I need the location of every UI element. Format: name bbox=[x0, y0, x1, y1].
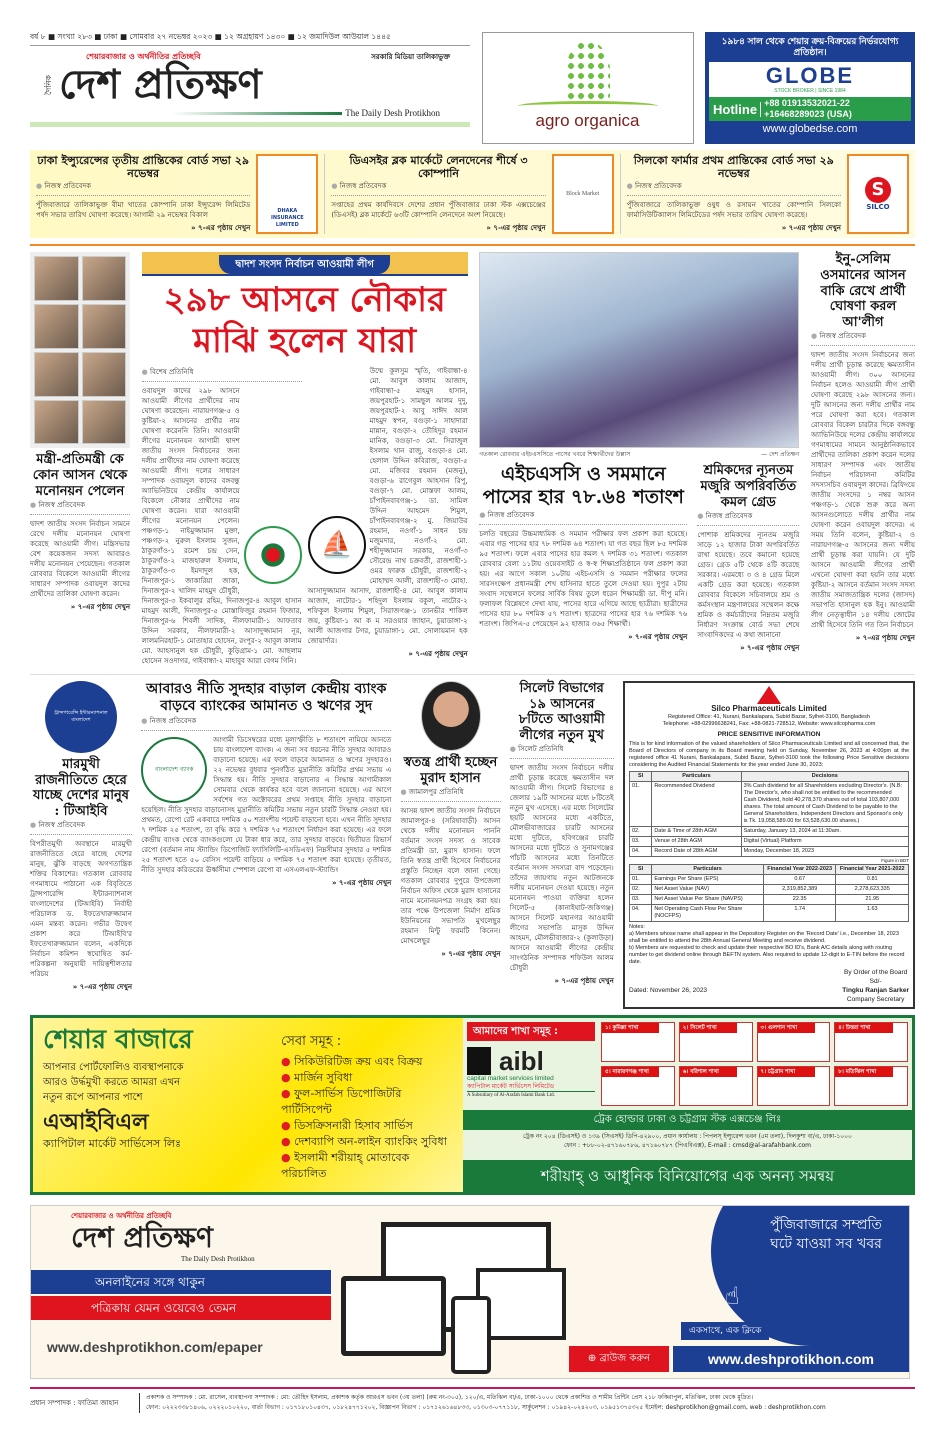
murad-hasan-photo bbox=[421, 681, 481, 751]
teaser-byline: ● নিজস্ব প্রতিবেদক bbox=[627, 180, 841, 196]
table-cell: 1.63 bbox=[836, 904, 909, 921]
news-row-2 bbox=[30, 674, 915, 1009]
note-a: a) Members whose name shall appear in the Depository Register on the 'Record Date' i.e., December 18, 2023 shall be entitled to attend the 28th Annual General Meeting and receive dividend. bbox=[629, 930, 899, 944]
table-cell: 02. bbox=[630, 884, 652, 894]
lead-body-col1: ওবায়দুল কাদের ২৯৮ আসনে আওয়ামী লীগের প্রার্থীদের নাম ঘোষণা করেছেন। নারায়ণগঞ্জ-৫ ও কুষ্টিয়া-২ আসনের প্রার্থীর নাম ঘোষণা করেননি তিনি। আওয়ামী লীগের মনোনয়ন আগামী দ্বাদশ জাতীয় সংসদ নির্বাচনের জন্য দলীয় প্রার্থীদের নাম ঘোষণা করেছে আওয়ামী লীগ। দলের সাধারণ সম্পাদক ওবায়দুল কাদের বঙ্গবন্ধু অ্যাভিনিউয়ে কেন্দ্রীয় কার্যালয়ে বিকেলে নৌকার প্রার্থীদের নাম ঘোষণা করেন। যারা আওয়ামী লীগের মনোনয়ন পেলেন। পঞ্চগড়-১ নাইমুজ্জামান মুক্তা, পঞ্চগড়-২ নুরুল ইসলাম সুজন, ঠাকুরগাঁও-১ রমেশ চন্দ্র সেন, ঠাকুরগাঁও-২ মাজহারুল ইসলাম, ঠাকুরগাঁও-৩ ইমদাদুল হক, দিনাজপুর-১ জাকারিয়া জাকা, দিনাজপুর-২ খালিদ মাহমুদ চৌধুরী, দিনাজপুর-৩ ইকবালুর রহিম, দিনাজপুর-৪ আবুল হাসান মাহমুদ আলী, দিনাজপুর-৫ মোস্তাফিজুর রহমান ফিজার, দিনাজপুর-৬ শিবলী সাদিক, নীলফামারী-১ আফতাব উদ্দিন সরকার, নীলফামারী-২ আসাদুজ্জামান নূর, লালমনিরহাট-১ মোতাহার হোসেন, রংপুর-২ আবুল কালাম মো. আহসানুল হক চৌধুরী, কুড়িগ্রাম-১ মো. আছলাম হোসেন সওদাগর, গাইবান্ধা-২ মাহাবুব আরা বেগম গিনি। bbox=[141, 386, 302, 665]
teaser-band bbox=[30, 150, 915, 238]
table-row bbox=[630, 781, 909, 826]
branch-card bbox=[601, 1066, 675, 1106]
one-click-label: একসাথে, এক ক্লিকে bbox=[681, 1322, 769, 1340]
table-cell: Monday, December 18, 2023 bbox=[741, 846, 908, 856]
phone-device-mockup bbox=[451, 1296, 491, 1374]
photo-caption: গতকাল রোববার এইচএসসিতে পাসের খবরে শিক্ষার্থীদের উল্লাস bbox=[479, 451, 631, 459]
epaper-english: The Daily Desh Protikhon bbox=[181, 1254, 255, 1263]
aibl-logo-block bbox=[467, 1022, 595, 1106]
masthead-row bbox=[30, 32, 915, 144]
ministers-story[interactable] bbox=[30, 452, 130, 613]
masthead-rule bbox=[30, 122, 470, 127]
byline: ● নিজস্ব প্রতিবেদক bbox=[479, 509, 687, 525]
continued-link[interactable]: » ৭-এর পৃষ্ঠায় দেখুন bbox=[627, 222, 841, 234]
table-cell: Date & Time of 28th AGM bbox=[652, 826, 741, 836]
chief-editor: প্রধান সম্পাদক : ফাতিমা জাহান bbox=[30, 1393, 140, 1413]
table-header: Sl bbox=[630, 771, 652, 781]
table-cell: 22.35 bbox=[763, 894, 836, 904]
silco-price-sensitive-notice bbox=[623, 681, 915, 1009]
byline: ● নিজস্ব প্রতিবেদক bbox=[811, 330, 915, 346]
newspaper-page bbox=[30, 0, 915, 1433]
teaser-body: সপ্তাহের প্রথম কার্যদিবসে দেশের প্রধান পুঁজিবাজার ঢাকা স্টক এক্সচেঞ্জের (ডিএসই) ব্লক মার্কেটে ৬৩টি কোম্পানি লেনদেনে অংশ নিয়েছে। bbox=[331, 201, 546, 220]
minister-photo bbox=[82, 304, 127, 349]
figure-note: Figure in BDT bbox=[881, 857, 909, 863]
teaser-1[interactable] bbox=[36, 154, 318, 234]
table-header: Decisions bbox=[741, 771, 908, 781]
footer-rule bbox=[30, 1387, 915, 1389]
services-title: সেবা সমূহ : bbox=[281, 1033, 342, 1049]
boat-symbol-icon: ⛵ bbox=[308, 516, 366, 574]
epaper-url[interactable]: www.deshprotikhon.com/epaper bbox=[47, 1338, 263, 1355]
tib-headline: মারমুখী রাজনীতিতে হেরে যাচ্ছে দেশের মানুষ : টিআইবি bbox=[33, 756, 129, 819]
block-market-logo: Block Market bbox=[552, 154, 614, 234]
phone-1: +88 01913532021-22 bbox=[764, 98, 850, 108]
notice-company: Silco Pharmaceuticals Limited bbox=[711, 703, 827, 713]
minister-photo bbox=[34, 400, 79, 445]
table-cell: 1.74 bbox=[763, 904, 836, 921]
table-row bbox=[630, 904, 909, 921]
notice-office: Registered Office: 41, Nurani, Bankalapara, Subid Bazar, Sylhet-3100, Bangladesh bbox=[668, 713, 870, 720]
lead-kicker: দ্বাদশ সংসদ নির্বাচন আওয়ামী লীগ bbox=[219, 255, 389, 274]
table-cell: Earnings Per Share (EPS) bbox=[652, 874, 764, 884]
hsc-headline: এইচএসসি ও সমমানে পাসের হার ৭৮.৬৪ শতাংশ bbox=[482, 463, 684, 509]
dateline: বর্ষ ৮ ■ সংখ্যা ২৮৩ ■ ঢাকা ■ সোমবার ২৭ নভেম্বর ২০২৩ ■ ১২ অগ্রহায়ণ ১৪৩০ ■ ১২ জমাদিউল আউয়াল ১৪৪৫ bbox=[30, 32, 470, 46]
continued-link[interactable]: » ৭-এর পৃষ্ঠায় দেখুন bbox=[36, 222, 250, 234]
hsc-celebration-photo bbox=[479, 252, 799, 448]
news-row-1 bbox=[30, 252, 915, 666]
story-body: দ্বাদশ জাতীয় সংসদ নির্বাচনের জন্য দলীয় প্রার্থী চূড়ান্ত করেছে ক্ষমতাসীন আওয়ামী লীগ। ৩০০ আসনের নির্বাচন হলেও আওয়ামী লীগ প্রার্থী ঘোষণা করেছে ২৯৮ আসনের জন্য। দুটি আসনের জন্য দলীয় প্রার্থীর নাম পরে ঘোষণা করা হবে। গতকাল রোববার বিকেল চারটার দিকে বঙ্গবন্ধু অ্যাভিনিউয়ে দলের কেন্দ্রীয় কার্যালয়ে গণমাধ্যমের সামনে আনুষ্ঠানিকভাবে প্রার্থীদের তালিকা প্রকাশ করেন দলের সাধারণ সম্পাদক এবং জাতীয় নির্বাচন পরিচালনা কমিটির সদস্যসচিব ওবায়দুল কাদের। ব্রিফিংয়ে জাতীয় সংসদের ১ নম্বর আসন পঞ্চগড়-১ থেকে শুরু করে অন্য আসনগুলোতে দলীয় প্রার্থীর নাম ঘোষণা করেন ওবায়দুল কাদের। এ সময় তিনি বলেন, কুষ্টিয়া-২ ও নারায়ণগঞ্জ-৫ আসনের জন্য দলীয় প্রার্থী চূড়ান্ত করা যায়নি। যে দুটি আসনে আওয়ামী লীগের প্রার্থী এখনো ঘোষণা করা হয়নি তার মধ্যে কুষ্টিয়া-২ আসনে বর্তমান সংসদ সদস্য জাতীয় সমাজতান্ত্রিক দলের (জাসদ) সভাপতি হাসানুল হক ইনু। আওয়ামী লীগ নেতৃত্বাধীন ১৪ দলীয় জোটের প্রার্থী হিসেবে তিনি গত তিন নির্বাচনে bbox=[810, 351, 915, 630]
table-cell: 2,319,852,389 bbox=[763, 884, 836, 894]
continued-link[interactable]: » ৭-এর পৃষ্ঠায় দেখুন bbox=[697, 642, 799, 654]
bangladesh-bank-logo: বাংলাদেশ ব্যাংক bbox=[141, 737, 207, 803]
table-row bbox=[630, 836, 909, 846]
table-cell: Saturday, January 13, 2024 at 11:30am. bbox=[741, 826, 908, 836]
byline: ● নিজস্ব প্রতিবেদক bbox=[30, 499, 130, 515]
globe-sub: STOCK BROKER | SINCE 1984 bbox=[774, 88, 846, 94]
aibl-brand: এআইবিএল bbox=[43, 1109, 149, 1135]
continued-link[interactable]: » ৭-এর পৃষ্ঠায় দেখুন bbox=[141, 877, 391, 889]
table-header: Sl bbox=[630, 864, 652, 874]
bank-story[interactable] bbox=[141, 681, 391, 889]
tib-story[interactable] bbox=[30, 681, 132, 993]
continued-link[interactable]: » ৭-এর পৃষ্ঠায় দেখুন bbox=[30, 981, 132, 993]
teaser-title: ডিএসইর ব্লক মার্কেটে লেনদেনের শীর্ষে ৩ কোম্পানি bbox=[349, 154, 528, 181]
table-cell: 02. bbox=[630, 826, 652, 836]
branch-grid bbox=[601, 1022, 908, 1106]
table-cell: 3% Cash dividend for all Shareholders excluding Director's. (N.B: The Director's, who shall not be entitled to the recommended Cash Dividend, hold 40,278,370 shares out of total 103,807,000 shares. The total amount of Cash Dividend to be payable to the General Shareholders, Independent Directors and Sponsor's only is Tk. 19,058,589.00 for 63,528,630.00 shares.) bbox=[741, 781, 908, 826]
hsc-story[interactable] bbox=[479, 463, 687, 643]
epaper-line2: পত্রিকায় যেমন ওয়েবেও তেমন bbox=[31, 1296, 331, 1320]
wages-story[interactable] bbox=[697, 463, 799, 654]
branch-name: ১। কুমিল্লা শাখা bbox=[602, 1023, 659, 1033]
branches-title: আমাদের শাখা সমূহ : bbox=[467, 1022, 595, 1041]
order-line: By Order of the Board bbox=[844, 968, 908, 976]
byline: ● নিজস্ব প্রতিবেদক bbox=[141, 715, 391, 731]
aibl-pitch: আপনার পোর্টফোলিও ব্যবস্থাপনাকে আরও উর্দ্ধমুখী করতে আমরা এখন নতুন রূপে আপনার পাশে bbox=[43, 1061, 184, 1103]
epaper-right-headline: পুঁজিবাজারে সম্প্রতি ঘটে যাওয়া সব খবর bbox=[770, 1216, 882, 1252]
lead-body-col2: উম্মে কুলসুম স্মৃতি, গাইবান্ধা-৪ মো. আবুল কালাম আজাদ, গাইবান্ধা-৫ মাহমুদ হাসান, জয়পুরহাট-১ সামছুল আলম দুদু, জয়পুরহাট-২ আবু সাঈদ আল মাহমুদ স্বপন, বগুড়া-১ সাহাদারা মান্নান, বগুড়া-২ তৌহিদুর রহমান মানিক, বগুড়া-৩ মো. সিরাজুল ইসলাম খান রাজু, বগুড়া-৪ মো. হেলাল উদ্দিন কবিরাজ, বগুড়া-৫ মো. মজিবর রহমান (মজনু), বগুড়া-৬ রাগেবুল আহসান রিপু, বগুড়া-৭ মো. মোস্তফা আলম, চাঁপাইনবাবগঞ্জ-১ ডা. সামিল উদ্দিন আহমেদ শিমুল, চাঁপাইনবাবগঞ্জ-২ মু. জিয়াউর রহমান, নওগাঁ-১ সাধন চন্দ্র মজুমদার, নওগাঁ-২ মো. শহীদুজ্জামান সরকার, নওগাঁ-৩ সৌরেন্দ্র নাথ চক্রবর্তী, রাজশাহী-১ ওমর ফারুক চৌধুরী, রাজশাহী-২ মোহাম্মদ আলী, রাজশাহী-৩ মোহা. আসাদুজ্জামান আসাদ, রাজশাহী-৪ মো. আবুল কালাম আজাদ, নাটোর-১ শহিদুল ইসলাম বকুল, নাটোর-২ শফিকুল ইসলাম শিমুল, সিরাজগঞ্জ-১ তানভীর শাকিল জয়, কুষ্টিয়া-১ আ ক ম সরওয়ার জাহান, চুয়াডাঙ্গা-২ আলী আজগার টগর, চুয়াডাঙ্গা-১ মো. সোলায়মান হক জোয়ার্দার। bbox=[307, 366, 468, 645]
teaser-body: পুঁজিবাজারে তালিকাভুক্ত ওষুধ ও রসায়ন খাতের কোম্পানি সিলকো ফার্মাসিউটিক্যালস লিমিটেডের পর্ষদ সভার তারিখ ঘোষণা করেছে। bbox=[626, 201, 841, 220]
continued-link[interactable]: » ৭-এর পৃষ্ঠায় দেখুন bbox=[510, 975, 614, 987]
table-header: Particulars bbox=[652, 771, 741, 781]
center-column bbox=[479, 252, 799, 654]
lead-kicker-bar bbox=[142, 252, 468, 276]
table-cell: 0.67 bbox=[763, 874, 836, 884]
branch-name: ৩। গুলশান শাখা bbox=[758, 1023, 815, 1033]
table-cell: Digital (Virtual) Platform bbox=[741, 836, 908, 846]
minister-photo-grid bbox=[30, 252, 130, 448]
story-body: আগামী ডিসেম্বরের মধ্যে মূল্যস্ফীতি ৮ শতাংশে নামিয়ে আনতে চায় বাংলাদেশ ব্যাংক। এ জন্য সব ধরনের নীতি সুদহার আবারও বাড়ানো হয়েছে। এর ফলে বাড়বে আমানত ও ঋণের সুদহারও। ২২ নভেম্বর বুধবার পুনর্গঠিত মুদ্রানীতি কমিটির প্রথম সভায় এ সিদ্ধান্ত হয়। নীতি সুদহার বাড়ানোর এ সিদ্ধান্ত আগামীকাল সোমবার থেকে কার্যকর হবে বলে জানানো হয়েছে। এর আগে সর্বশেষ গত অক্টোবরের প্রথম সপ্তাহে নীতি সুদহার বাড়ানো হয়েছিল। নীতি সুদহার বাড়ানোসহ মুদ্রানীতি কমিটির সভায় নতুন চারটি সিদ্ধান্ত নেওয়া হয়। প্রথমত, রেপো রেট একবারে দশমিক ৫০ শতাংশীয় পয়েন্ট বাড়ানো হবে। এখন নীতি সুদহার ৭ দশমিক ২৫ শতাংশ, তা বৃদ্ধি করে ৭ দশমিক ৭৫ শতাংশে নির্ধারণ করা হয়েছে। এর ফলে কেন্দ্রীয় ব্যাংক থেকে ব্যাংকগুলো যে টাকা ধার করে, তার সুদহার বাড়বে। দ্বিতীয়ত রিভার্স রেপো (বর্তমান নাম স্ট্যান্ডিং ডিপোজিট ফ্যাসিলিটি-এসডিএফ) নিম্নসীমার সুদহার ৫ দশমিক ২৫ শতাংশ হতে ৫০ বেসিস পয়েন্ট বাড়িয়ে ৫ দশমিক ৭৫ শতাংশ করা হয়েছে। তৃতীয়ত, নীতি সুদহার করিডরের ঊর্ধ্বসীমা স্পেশাল রেপো বা এসএলএফ-স্ট্যান্ডিং bbox=[141, 735, 392, 874]
teaser-body: পুঁজিবাজারে তালিকাভুক্ত বীমা খাতের কোম্পানি ঢাকা ইন্স্যুরেন্স লিমিটেড পর্ষদ সভার তারিখ ঘোষণা করেছে। আগামী ২৯ নভেম্বর বিকাল bbox=[36, 201, 251, 220]
story-body: দ্বাদশ জাতীয় সংসদ নির্বাচন সামনে রেখে দলীয় মনোনয়ন ঘোষণা করেছে আওয়ামী লীগ। মন্ত্রিসভার বেশ কয়েকজন সদস্য আবারও দলীয় মনোনয়ন পেয়েছেন। গতকাল রোববার বিকেলে আওয়ামী লীগের সাধারণ সম্পাদক ওবায়দুল কাদের প্রার্থীদের তালিকা ঘোষণা করেন। bbox=[30, 520, 130, 599]
minister-photo bbox=[34, 352, 79, 397]
bank-headline-2: বাড়বে ব্যাংকের আমানত ও ঋণের সুদ bbox=[160, 697, 373, 714]
table-row bbox=[630, 826, 909, 836]
branch-card bbox=[834, 1022, 908, 1062]
table-header: Financial Year 2021-2022 bbox=[836, 864, 909, 874]
branch-name: ৫। নারায়ণগঞ্জ শাখা bbox=[602, 1067, 659, 1077]
story-body: পোশাক শ্রমিকদের ন্যূনতম মজুরি সাড়ে ১২ হাজার টাকা অপরিবর্তিত রাখা হয়েছে। তবে কমানো হয়েছে গ্রেড। গ্রেড ৫টি থেকে ৪টি করেছে সরকার। এরমধ্যে ৩ ও ৪ গ্রেড মিলে একটি গ্রেড করা হয়েছে। গতকাল রোববার বিকেলে সচিবালয়ে শ্রম ও কর্মসংস্থান মন্ত্রণালয়ের সম্মেলন কক্ষে শ্রমিক ও কর্মচারীদের নিম্নতম মজুরি নির্ধারণ সংক্রান্ত বোর্ড সভা শেষে সাংবাদিকদের এ কথা জানানো bbox=[697, 531, 800, 640]
green-rule bbox=[172, 112, 342, 115]
continued-link[interactable]: » ৭-এর পৃষ্ঠায় দেখুন bbox=[401, 948, 501, 960]
footer bbox=[30, 1393, 915, 1433]
globe-ad[interactable] bbox=[705, 32, 915, 144]
photo-credit: — দেশ প্রতিক্ষণ bbox=[761, 451, 800, 459]
teaser-title: সিলকো ফার্মার প্রথম প্রান্তিকের বোর্ড সভা ২৯ নভেম্বর bbox=[633, 154, 834, 181]
imprint: প্রকাশক ও সম্পাদক : মো. রাসেল, ব্যবস্থাপনা সম্পাদক : মো: তৌহিদ ইসলাম, প্রকাশক কর্তৃক আরএস ভবন (৩য় তলা) (রুম নং-৩০৫), ১২০/এ, মতিঝিল বা/এ, ঢাকা-১০০০ থেকে প্রকাশিত ও শামীম প্রিন্টিং প্রেস ২১৮ ফকিরাপুল, মতিঝিল, ঢাকা থেকে মুদ্রিত। bbox=[146, 1393, 754, 1401]
minister-photo bbox=[34, 304, 79, 349]
tagline-right: সরকারি মিডিয়া তালিকাভুক্ত bbox=[371, 53, 450, 61]
branch-card bbox=[757, 1066, 831, 1106]
teaser-byline: ● নিজস্ব প্রতিবেদক bbox=[36, 180, 250, 196]
table-cell: 04. bbox=[630, 846, 652, 856]
teaser-2[interactable] bbox=[324, 154, 613, 234]
story-body: চলতি বছরের উচ্চমাধ্যমিক ও সমমান পরীক্ষার ফল প্রকাশ করা হয়েছে। এবার গড় পাসের হার ৭৮ দশমিক ৬৪ শতাংশ। যা গত বছর ছিল ৮৫ দশমিক ৯৫ শতাংশ। ফলে এবার পাসের হার কমল ৭ দশমিক ৩১ শতাংশ। গতকাল রোববার বেলা ১১টায় ওয়েবসাইট ও স্ব-স্ব শিক্ষাপ্রতিষ্ঠানে ফল প্রকাশ করা হয়। এর আগে সকাল ১০টায় এইচএসসি ও সমমান পরীক্ষার ফলের সারসংক্ষেপ প্রধানমন্ত্রী শেখ হাসিনার হাতে তুলে দেওয়া হয়। দুপুর ২টায় সংবাদ সম্মেলনে ফলের সার্বিক বিষয় তুলে ধরেন শিক্ষামন্ত্রী ডা. দীপু মনি। ফলাফল বিশ্লেষণে দেখা যায়, পাসের হারে এগিয়ে আছে ছাত্রীরা। ছাত্রীদের পাসের হার ৮০ দশমিক ৫৭ শতাংশ। ছাত্রদের পাসের হার ৭৬ দশমিক ৭৬ শতাংশ। জিপিএ-৫ পেয়েছেন ৯২ হাজার ৩৬৫ শিক্ষার্থী। bbox=[479, 529, 688, 628]
branch-name: ৮। মতিঝিল শাখা bbox=[835, 1067, 892, 1077]
branch-name: ৪। উত্তরা শাখা bbox=[835, 1023, 892, 1033]
continued-link[interactable]: » ৭-এর পৃষ্ঠায় দেখুন bbox=[331, 222, 545, 234]
aibl-brand-sub: ক্যাপিটাল মার্কেট সার্ভিসেস লিঃ bbox=[43, 1136, 181, 1150]
murad-story[interactable] bbox=[401, 681, 501, 960]
notes-label: Notes: bbox=[629, 923, 645, 930]
murad-headline: স্বতন্ত্র প্রার্থী হচ্ছেন মুরাদ হাসান bbox=[403, 754, 498, 786]
branch-name: ৬। বরিশাল শাখা bbox=[680, 1067, 737, 1077]
tagline-left: শেয়ারবাজার ও অর্থনীতির প্রতিচ্ছবি bbox=[86, 52, 201, 61]
hill-shape bbox=[518, 101, 658, 111]
masthead-title: দেশ প্রতিক্ষণ bbox=[59, 61, 262, 108]
notice-contact: Telephone: +88-02996638241, Fax: +88-0821-728512, Website: www.silcopharma.com bbox=[662, 720, 876, 727]
aibl-contact: ফোন : +৮৮-০২-৪৭১৬০৭৮৬, ৪৭১৬০৭৮৭ (পিএবিএক্স), E-mail : cmsd@al-arafahbank.com bbox=[563, 1141, 812, 1149]
browse-button[interactable]: ⊕ ব্রাউজ করুন bbox=[569, 1346, 669, 1372]
aibl-logo: aibl capital market services limited ক্যাপিটাল মার্কেট সার্ভিসেস লিমিটেড A Subsidiary of Al-Arafah Islami Bank Ltd. bbox=[467, 1047, 595, 1099]
lead-story[interactable] bbox=[142, 252, 468, 666]
branch-card bbox=[601, 1022, 675, 1062]
silco-logo: S SILCO bbox=[847, 154, 909, 234]
lead-headline-1: ২৯৮ আসনে নৌকার bbox=[163, 280, 446, 321]
aibl-slogan: শরীয়াহ্ ও আধুনিক বিনিয়োগের এক অনন্য সমন্বয় bbox=[463, 1160, 912, 1192]
branch-name: ২। সিলেট শাখা bbox=[680, 1023, 737, 1033]
bank-headline-1: আবারও নীতি সুদহার বাড়াল কেন্দ্রীয় ব্যাংক bbox=[146, 680, 387, 697]
notice-title: PRICE SENSITIVE INFORMATION bbox=[717, 730, 821, 738]
section-rule bbox=[30, 244, 915, 246]
dhaka-insurance-logo: DHAKA INSURANCE LIMITED bbox=[256, 154, 318, 234]
branch-card bbox=[834, 1066, 908, 1106]
story-body: বিপরীতমুখী অবস্থানে মারমুখী রাজনীতিতে হেরে যাচ্ছে দেশের মানুষ, ঝুঁকি বাড়ছে অগণতান্ত্রিক শক্তির বিকাশের। গতকাল রোববার গণমাধ্যমে পাঠানো এক বিবৃতিতে ট্রান্সপারেন্সি ইন্টারন্যাশনাল বাংলাদেশের (টিআইবি) নির্বাহী পরিচালক ড. ইফতেখারুজ্জামান এমন মন্তব্য করেন। গভীর উদ্বেগ প্রকাশ করে টিআইবি'র ইফতেখারুজ্জামান বলেন, একদিকে নির্বাচন কমিশন স্বঘোষিত কর্ম-পরিকল্পনা অনুযায়ী দায়িত্বশীলতার পরিচয় bbox=[30, 840, 132, 979]
signature: Sd/- bbox=[869, 977, 882, 985]
minister-photo bbox=[82, 256, 127, 301]
phone-2: +16468289023 (USA) bbox=[764, 109, 852, 119]
masthead-english: The Daily Desh Protikhon bbox=[345, 108, 440, 118]
sylhet-headline: সিলেট বিভাগের ১৯ আসনের ৮টিতে আওয়ামী লীগের নতুন মুখ bbox=[518, 680, 605, 743]
notice-date: Dated: November 26, 2023 bbox=[629, 986, 708, 994]
table-cell: 2,278,623,335 bbox=[836, 884, 909, 894]
byline: ● জামালপুর প্রতিনিধি bbox=[401, 786, 501, 802]
inu-headline: ইনু-সেলিম ওসমানের আসন বাকি রেখে প্রার্থী ঘোষণা করল আ'লীগ bbox=[820, 252, 906, 330]
story-body: আসন্ন দ্বাদশ জাতীয় সংসদ নির্বাচনে জামালপুর-৪ (সরিষাবাড়ী) আসন থেকে দলীয় মনোনয়ন পাননি বর্তমান সংসদ সদস্য ও সাবেক প্রতিমন্ত্রী ডা. মুরাদ হাসান। ফলে তিনি স্বতন্ত্র প্রার্থী হিসেবে নির্বাচনের প্রস্তুতি নিচ্ছেন বলে জানা গেছে। গতকাল রোববার দুপুরে উপজেলা নির্বাচন অফিস থেকে মুরাদ হাসানের নামে মনোনয়নপত্র সংগ্রহ করা হয়। তার পক্ষে উপজেলা নির্মাণ শ্রমিক ইউনিয়নের সভাপতি মুখলেছুর রহমান মিন্টু ফরমটি কিনেন। মোখলেছুর bbox=[400, 807, 501, 946]
globe-brand: GLOBE bbox=[765, 63, 855, 88]
hotline-label: Hotline bbox=[713, 102, 761, 117]
table-cell: 03. bbox=[630, 836, 652, 846]
decisions-table bbox=[629, 771, 909, 857]
ministers-headline: মন্ত্রী-প্রতিমন্ত্রী কে কোন আসন থেকে মনোনয়ন পেলেন bbox=[32, 452, 128, 499]
awami-league-logo bbox=[244, 526, 302, 584]
sylhet-story[interactable] bbox=[510, 681, 614, 987]
aibl-title: শেয়ার বাজারে bbox=[43, 1024, 193, 1055]
wages-headline: শ্রমিকদের ন্যূনতম মজুরি অপরিবর্তিত কমল গ্রেড bbox=[700, 463, 797, 510]
table-cell: Net Operating Cash Flow Per Share (NOCFPS) bbox=[652, 904, 764, 921]
designation: Company Secretary bbox=[846, 995, 905, 1003]
agro-brand: agro organica bbox=[535, 111, 640, 130]
silco-s-icon: S bbox=[865, 177, 891, 203]
continued-link[interactable]: » ৭-এর পৃষ্ঠায় দেখুন bbox=[479, 631, 687, 643]
table-row bbox=[630, 874, 909, 884]
table-cell: Recommended Dividend bbox=[652, 781, 741, 826]
trec-banner: ট্রেক হোল্ডার ঢাকা ও চট্টগ্রাম স্টক এক্সচেঞ্জ লিঃ bbox=[463, 1110, 912, 1130]
footer-contact: ফোন: ০২২২৩৩৮১৪০৬, ০২২২০১০২২০, বার্তা বিভাগ : ০১৭১৮০১০৪৩৭, ০১৮২৪৭৭১২০২, বিজ্ঞাপন বিভাগ : ০১৭১২৬১৬৪৮৩৩, ০১৩০৩-০৭৭১১৮, সার্কুলেশন : ০১৯৪২-০২৪২০৩, ০১৯৫১৩৭৫৩২৫ ইমেইল: deshprotikhon@gmail.com, web : deshprotikhon.com bbox=[146, 1403, 826, 1411]
continued-link[interactable]: » ৭-এর পৃষ্ঠায় দেখুন bbox=[811, 632, 915, 644]
byline: ● বিশেষ প্রতিনিধি bbox=[142, 366, 302, 382]
notice-intro: This is for kind information of the valued shareholders of Silco Pharmaceuticals Limited and all concerned that, the Board of Directors of company in its Board meeting held on Sunday, November 26, 2023 at 4:00pm at the registered office 41 Nurani, Bankalapara, Subid Bazar, Sylhet-3100 took the following Price Sensitive decisions considering the Audited Financial Statements for the year ended June 30, 2023: bbox=[629, 740, 909, 768]
tib-logo: ট্রান্সপারেন্সি ইন্টারন্যাশনাল বাংলাদেশ bbox=[45, 681, 117, 753]
continued-link[interactable]: » ৭-এর পৃষ্ঠায় দেখুন bbox=[30, 601, 130, 613]
table-row bbox=[630, 894, 909, 904]
table-header: Particulars bbox=[652, 864, 764, 874]
table-row bbox=[630, 884, 909, 894]
financials-table bbox=[629, 864, 909, 922]
continued-link[interactable]: » ৭-এর পৃষ্ঠায় দেখুন bbox=[308, 648, 468, 660]
left-column bbox=[30, 252, 130, 613]
byline: ● সিলেট প্রতিনিধি bbox=[510, 743, 614, 759]
masthead bbox=[30, 32, 470, 127]
services-list: ● সিকিউরিটিজ ক্রয় এবং বিক্রয় ● মার্জিন সুবিধা ● ফুল-সার্ভিস ডিপোজিটরি পার্টিসিপেন্ট ● ডিসক্রিসনারী হিসাব সার্ভিস ● দেশব্যাপি অন-লাইন ব্যাংকিং সুবিধা ● ইসলামী শরীয়াহ্ মোতাবেক পরিচালিত bbox=[281, 1054, 453, 1182]
branch-name: ৭। চট্টগ্রাম শাখা bbox=[758, 1067, 815, 1077]
table-row bbox=[630, 846, 909, 856]
epaper-ad[interactable] bbox=[30, 1205, 910, 1379]
table-cell: 01. bbox=[630, 781, 652, 826]
agro-organica-ad[interactable] bbox=[482, 32, 694, 144]
minister-photo bbox=[82, 400, 127, 445]
epaper-title: দেশ প্রতিক্ষণ bbox=[71, 1220, 213, 1254]
table-cell: Net Asset Value Per Share (NAVPS) bbox=[652, 894, 764, 904]
teaser-byline: ● নিজস্ব প্রতিবেদক bbox=[331, 180, 545, 196]
note-b: b) Members are requested to check and update their respective BO ID's, Bank A/C details along with routing number to get dividend online through BEFTN system. Also required to update 12-digit to E-TIN before the record date. bbox=[629, 944, 905, 965]
pointer-hand-icon: ☝ bbox=[725, 1281, 740, 1310]
table-cell: 21.95 bbox=[836, 894, 909, 904]
story-body: দ্বাদশ জাতীয় সংসদ নির্বাচনে দলীয় প্রার্থী চূড়ান্ত করেছে ক্ষমতাসীন দল আওয়ামী লীগ। সিলেট বিভাগের ৪ জেলার ১৯টি আসনের মধ্যে ৮টিতেই নতুন মুখ এসেছে। এর মধ্যে সিলেটের ছয়টি আসনের মধ্যে একটিতে, মৌলভীবাজারের চারটি আসনের মধ্যে দুটিতে, হবিগঞ্জের চারটি আসনের মধ্যে দুটিতে ও সুনামগঞ্জের পাঁচটি আসনের মধ্যে তিনটিতে বর্তমান সংসদ সদস্যরা বাদ পড়েছেন। তাঁদের জায়গায় নতুন আটজনকে দলীয় মনোনয়ন দেওয়া হয়েছে। নতুন মনোনয়ন পাওয়া ব্যক্তিরা হলেন সিলেট-৫ (কানাইঘাট-জকিগঞ্জ) আসনে সিলেট মহানগর আওয়ামী লীগের সভাপতি মাসুক উদ্দিন আহমদ, মৌলভীবাজার-২ (কুলাউড়া) আসনে আওয়ামী লীগের কেন্দ্রীয় সাংগঠনিক সম্পাদক শফিউল আলম চৌধুরী bbox=[509, 764, 614, 973]
minister-photo bbox=[82, 352, 127, 397]
table-cell: Net Asset Value (NAV) bbox=[652, 884, 764, 894]
table-cell: Record Date of 28th AGM bbox=[652, 846, 741, 856]
table-cell: 01. bbox=[630, 874, 652, 884]
byline: ● নিজস্ব প্রতিবেদক bbox=[30, 819, 132, 835]
aibl-ad[interactable] bbox=[30, 1015, 915, 1195]
aibl-address: ট্রেক নং ২০৪ (ডিএসই) ও ১৩৯ (সিএসই) ডিপি-৪২৯০০, প্রধান কার্যালয় : পিপলস্ ইন্স্যুরেন্স ভবন (৫ম তলা), দিলকুশা বা/এ, ঢাকা-১০০০ bbox=[523, 1132, 852, 1140]
epaper-tagline: শেয়ারবাজার ও অর্থনীতির প্রতিচ্ছবি bbox=[71, 1211, 172, 1220]
branch-card bbox=[757, 1022, 831, 1062]
epaper-line1: অনলাইনের সঙ্গে থাকুন bbox=[31, 1270, 331, 1294]
teaser-title: ঢাকা ইন্স্যুরেন্সের তৃতীয় প্রান্তিকের বোর্ড সভা ২৯ নভেম্বর bbox=[37, 154, 249, 181]
table-cell: 04. bbox=[630, 904, 652, 921]
table-cell: 03. bbox=[630, 894, 652, 904]
byline: ● নিজস্ব প্রতিবেদক bbox=[697, 510, 799, 526]
branch-card bbox=[679, 1022, 753, 1062]
minister-photo bbox=[34, 256, 79, 301]
globe-icon: ⊕ bbox=[587, 1352, 600, 1364]
signatory: Tingku Ranjan Sarker bbox=[842, 986, 909, 994]
globe-headline: ১৯৮৪ সাল থেকে শেয়ার ক্রয়-বিক্রয়ের নির্ভরযোগ্য প্রতিষ্ঠান। bbox=[721, 36, 899, 57]
epaper-website[interactable]: www.deshprotikhon.com bbox=[673, 1346, 909, 1372]
table-header: Financial Year 2022-2023 bbox=[763, 864, 836, 874]
masthead-prefix: দৈনিক bbox=[44, 74, 53, 96]
teaser-3[interactable] bbox=[620, 154, 909, 234]
table-cell: 0.81 bbox=[836, 874, 909, 884]
tablet-device-mockup bbox=[341, 1276, 446, 1356]
branch-card bbox=[679, 1066, 753, 1106]
inu-story[interactable] bbox=[811, 252, 915, 644]
lead-headline-2: মাঝি হলেন যারা bbox=[193, 321, 417, 362]
tree-icon bbox=[566, 41, 610, 101]
table-cell: Venue of 28th AGM bbox=[652, 836, 741, 846]
silco-notice-logo bbox=[757, 686, 781, 704]
globe-website[interactable]: www.globedse.com bbox=[762, 123, 858, 135]
